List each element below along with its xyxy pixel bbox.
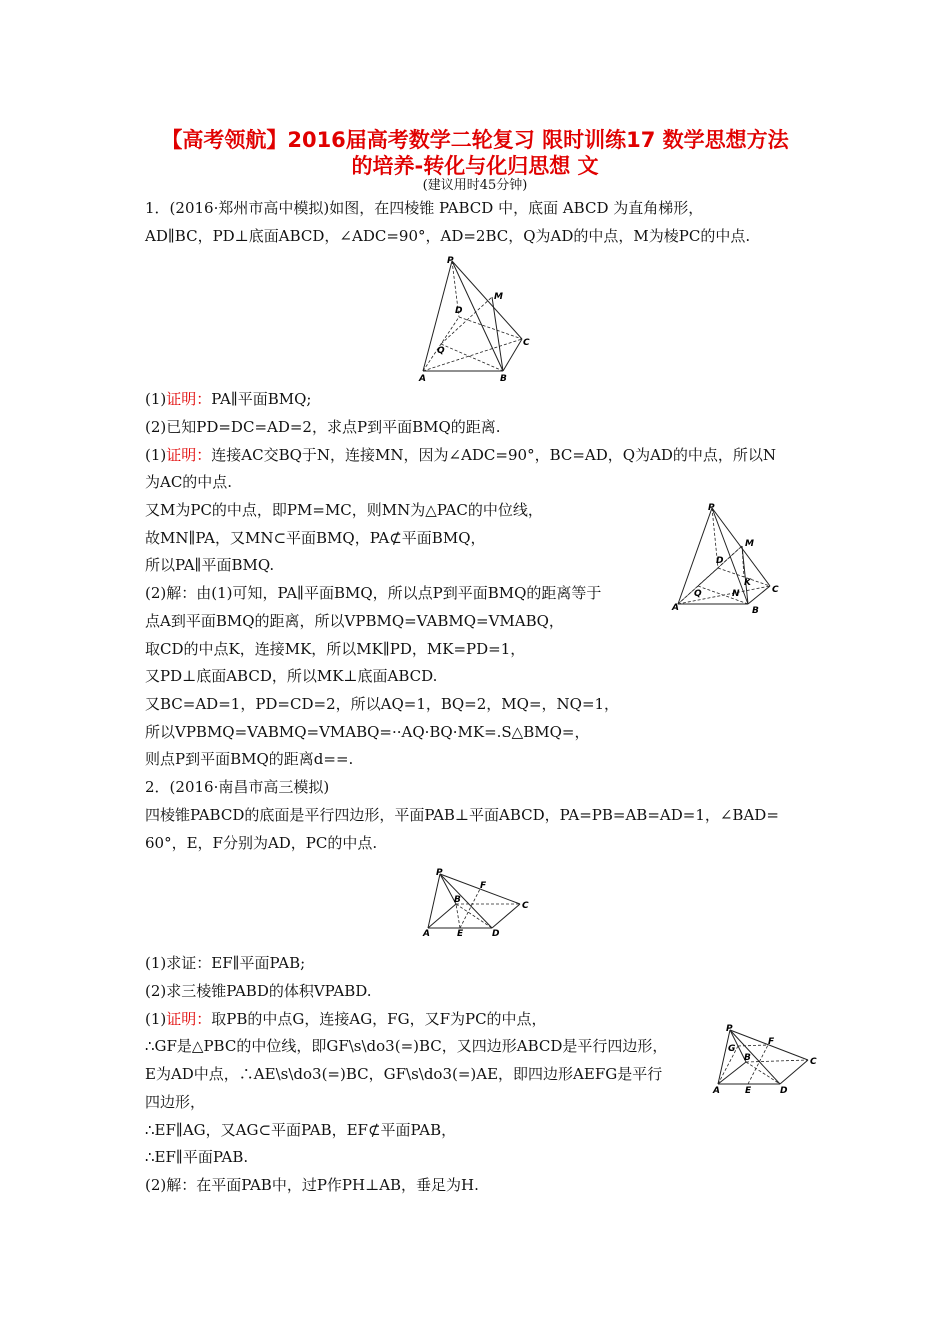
figure-vertex-label: K [744, 578, 751, 588]
figure-vertex-label: B [752, 606, 759, 616]
solution-1-step-2: 为AC的中点. [145, 473, 233, 491]
solution-1-step-7: 点A到平面BMQ的距离，所以VPBMQ=VABMQ=VMABQ， [145, 612, 564, 630]
pyramid-figure-2 [670, 500, 790, 616]
solution-1-step-1: (1)证明：连接AC交BQ于N，连接MN，因为∠ADC=90°，BC=AD，Q为AD的中点，所以N [145, 446, 777, 464]
figure-vertex-label: B [500, 374, 507, 383]
figure-vertex-label: P [708, 503, 715, 513]
document-title-line-2: 的培养-转化与化归思想 文 [351, 154, 599, 178]
figure-vertex-label: C [522, 901, 529, 911]
figure-vertex-label: M [745, 539, 754, 549]
problem-2-statement: 四棱锥PABCD的底面是平行四边形，平面PAB⊥平面ABCD，PA=PB=AB=AD=1，∠BAD= [145, 806, 779, 824]
figure-vertex-label: A [419, 374, 426, 383]
problem-2-source: 2．(2016·南昌市高三模拟) [145, 778, 330, 796]
problem-2-part-1: (1)求证：EF∥平面PAB; [145, 954, 306, 972]
problem-2-part-2: (2)求三棱锥PABD的体积VPABD. [145, 982, 372, 1000]
solution-2-step-4: 四边形， [145, 1093, 206, 1111]
figure-vertex-label: M [494, 292, 503, 302]
figure-vertex-label: D [455, 306, 463, 316]
figure-vertex-label: C [523, 338, 530, 348]
figure-vertex-label: E [745, 1086, 752, 1096]
figure-vertex-label: B [454, 895, 461, 905]
pyramid-figure-1 [415, 255, 535, 383]
figure-vertex-label: Q [437, 346, 445, 356]
problem-1-statement: 1．(2016·郑州市高中模拟)如图，在四棱锥 PABCD 中，底面 ABCD 为直角梯形， [145, 199, 704, 217]
solution-2-step-2: ∴GF是△PBC的中位线，即GF\s\do3(=)BC，又四边形ABCD是平行四边形， [145, 1037, 668, 1055]
figure-vertex-label: P [726, 1024, 733, 1034]
solution-1-step-8: 取CD的中点K，连接MK，所以MK∥PD，MK=PD=1， [145, 640, 526, 658]
suggested-time: (建议用时45分钟) [422, 178, 528, 193]
figure-vertex-label: C [810, 1057, 817, 1067]
figure-vertex-label: D [716, 556, 724, 566]
figure-vertex-label: B [744, 1053, 751, 1063]
problem-1-part-1: (1)证明：PA∥平面BMQ; [145, 390, 312, 408]
solution-1-step-10: 又BC=AD=1，PD=CD=2，所以AQ=1，BQ=2，MQ=，NQ=1， [145, 695, 620, 713]
solution-1-step-4: 故MN∥PA，又MN⊂平面BMQ，PA⊄平面BMQ， [145, 529, 486, 547]
solution-1-step-3: 又M为PC的中点，即PM=MC，则MN为△PAC的中位线， [145, 501, 543, 519]
solution-1-step-6: (2)解：由(1)可知，PA∥平面BMQ，所以点P到平面BMQ的距离等于 [145, 584, 602, 602]
solution-1-step-5: 所以PA∥平面BMQ. [145, 556, 275, 574]
pyramid-figure-4 [710, 1024, 822, 1096]
figure-vertex-label: C [772, 585, 779, 595]
figure-vertex-label: E [457, 929, 464, 938]
solution-2-step-7: (2)解：在平面PAB中，过P作PH⊥AB，垂足为H. [145, 1176, 479, 1194]
document-title-line-1: 【高考领航】2016届高考数学二轮复习 限时训练17 数学思想方法 [161, 128, 789, 152]
solution-2-step-5: ∴EF∥AG，又AG⊂平面PAB，EF⊄平面PAB， [145, 1121, 457, 1139]
figure-vertex-label: F [480, 881, 487, 891]
solution-2-step-1: (1)证明：取PB的中点G，连接AG，FG，又F为PC的中点， [145, 1010, 547, 1028]
figure-vertex-label: Q [694, 589, 702, 599]
figure-vertex-label: P [436, 868, 443, 878]
solution-1-step-11: 所以VPBMQ=VABMQ=VMABQ=··AQ·BQ·MK=.S△BMQ=， [145, 723, 590, 741]
solution-2-step-6: ∴EF∥平面PAB. [145, 1148, 249, 1166]
problem-1-conditions: AD∥BC，PD⊥底面ABCD，∠ADC=90°，AD=2BC，Q为AD的中点，M为棱PC的中点. [145, 227, 751, 245]
solution-2-step-3: E为AD中点，∴AE\s\do3(=)BC，GF\s\do3(=)AE，即四边形AEFG是平行 [145, 1065, 663, 1083]
problem-1-part-2: (2)已知PD=DC=AD=2，求点P到平面BMQ的距离. [145, 418, 501, 436]
solution-1-step-9: 又PD⊥底面ABCD，所以MK⊥底面ABCD. [145, 667, 438, 685]
figure-vertex-label: G [728, 1044, 736, 1054]
figure-vertex-label: N [732, 589, 740, 599]
figure-vertex-label: A [423, 929, 430, 938]
solution-1-step-12: 则点P到平面BMQ的距离d==. [145, 750, 354, 768]
figure-vertex-label: D [780, 1086, 788, 1096]
figure-vertex-label: A [713, 1086, 720, 1096]
fig1-label: P [447, 256, 454, 266]
figure-vertex-label: A [672, 603, 679, 613]
problem-2-statement-cont: 60°，E，F分别为AD，PC的中点. [145, 834, 378, 852]
pyramid-figure-3 [420, 866, 535, 938]
figure-vertex-label: D [492, 929, 500, 938]
figure-vertex-label: F [768, 1037, 775, 1047]
